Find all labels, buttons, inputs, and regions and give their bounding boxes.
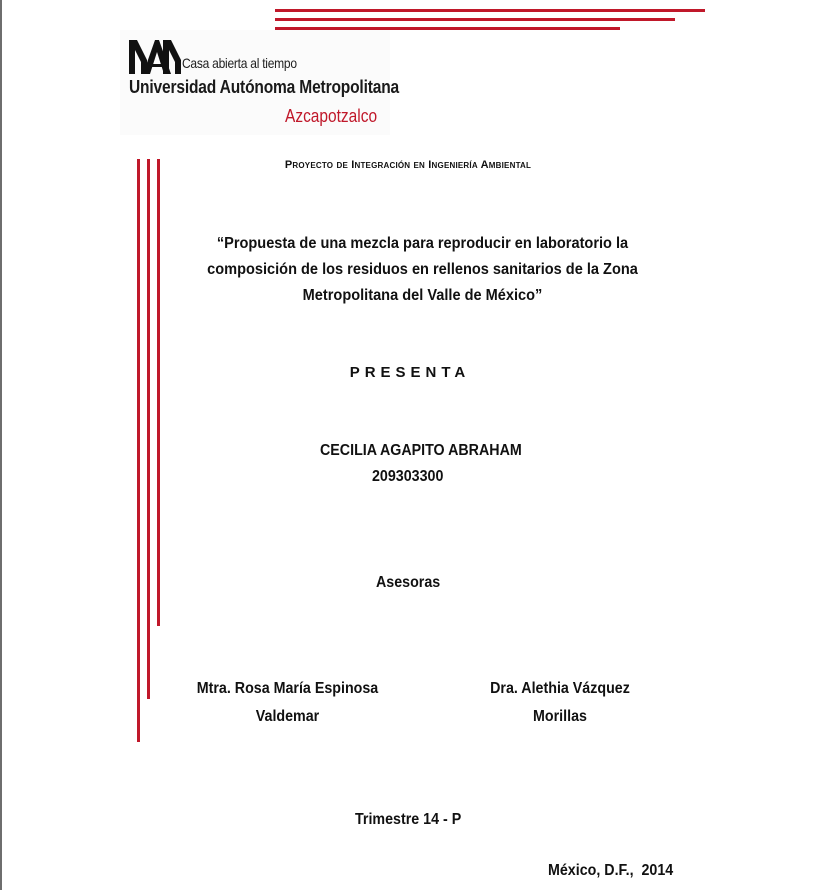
presenta-label: PRESENTA <box>349 364 471 381</box>
decorative-line-top-2 <box>275 18 675 21</box>
advisor-1-line2: Valdemar <box>255 708 320 725</box>
page-edge <box>0 0 2 890</box>
logo-tagline: Casa abierta al tiempo <box>182 55 297 71</box>
decorative-line-left-2 <box>147 159 150 699</box>
advisor-1-line1: Mtra. Rosa María Espinosa <box>196 680 379 697</box>
university-name: Universidad Autónoma Metropolitana <box>129 76 400 97</box>
project-header <box>0 159 816 171</box>
campus-name: Azcapotzalco <box>285 106 378 126</box>
decorative-line-left-1 <box>137 159 140 742</box>
university-logo <box>120 30 400 135</box>
decorative-line-top-1 <box>275 9 705 12</box>
uam-logo-icon <box>129 38 181 74</box>
advisors-label: Asesoras <box>376 574 441 591</box>
student-id: 209303300 <box>372 468 444 485</box>
decorative-line-left-3 <box>157 159 160 626</box>
advisor-2-line1: Dra. Alethia Vázquez <box>490 680 630 697</box>
project-header-text: Proyecto de Integración en Ingeniería Ambiental <box>284 159 532 171</box>
advisor-1 <box>189 675 387 731</box>
author-name: CECILIA AGAPITO ABRAHAM <box>320 442 522 459</box>
advisor-2 <box>477 675 643 731</box>
document-title: “Propuesta de una mezcla para reproducir en laboratorio la composición de los residuos en rellenos sanitarios de la Zona Metropolitana del Valle de México” <box>207 235 638 304</box>
advisor-2-line2: Morillas <box>533 708 587 725</box>
trimester: Trimestre 14 - P <box>355 811 462 828</box>
place-date: México, D.F., 2014 <box>548 862 674 879</box>
